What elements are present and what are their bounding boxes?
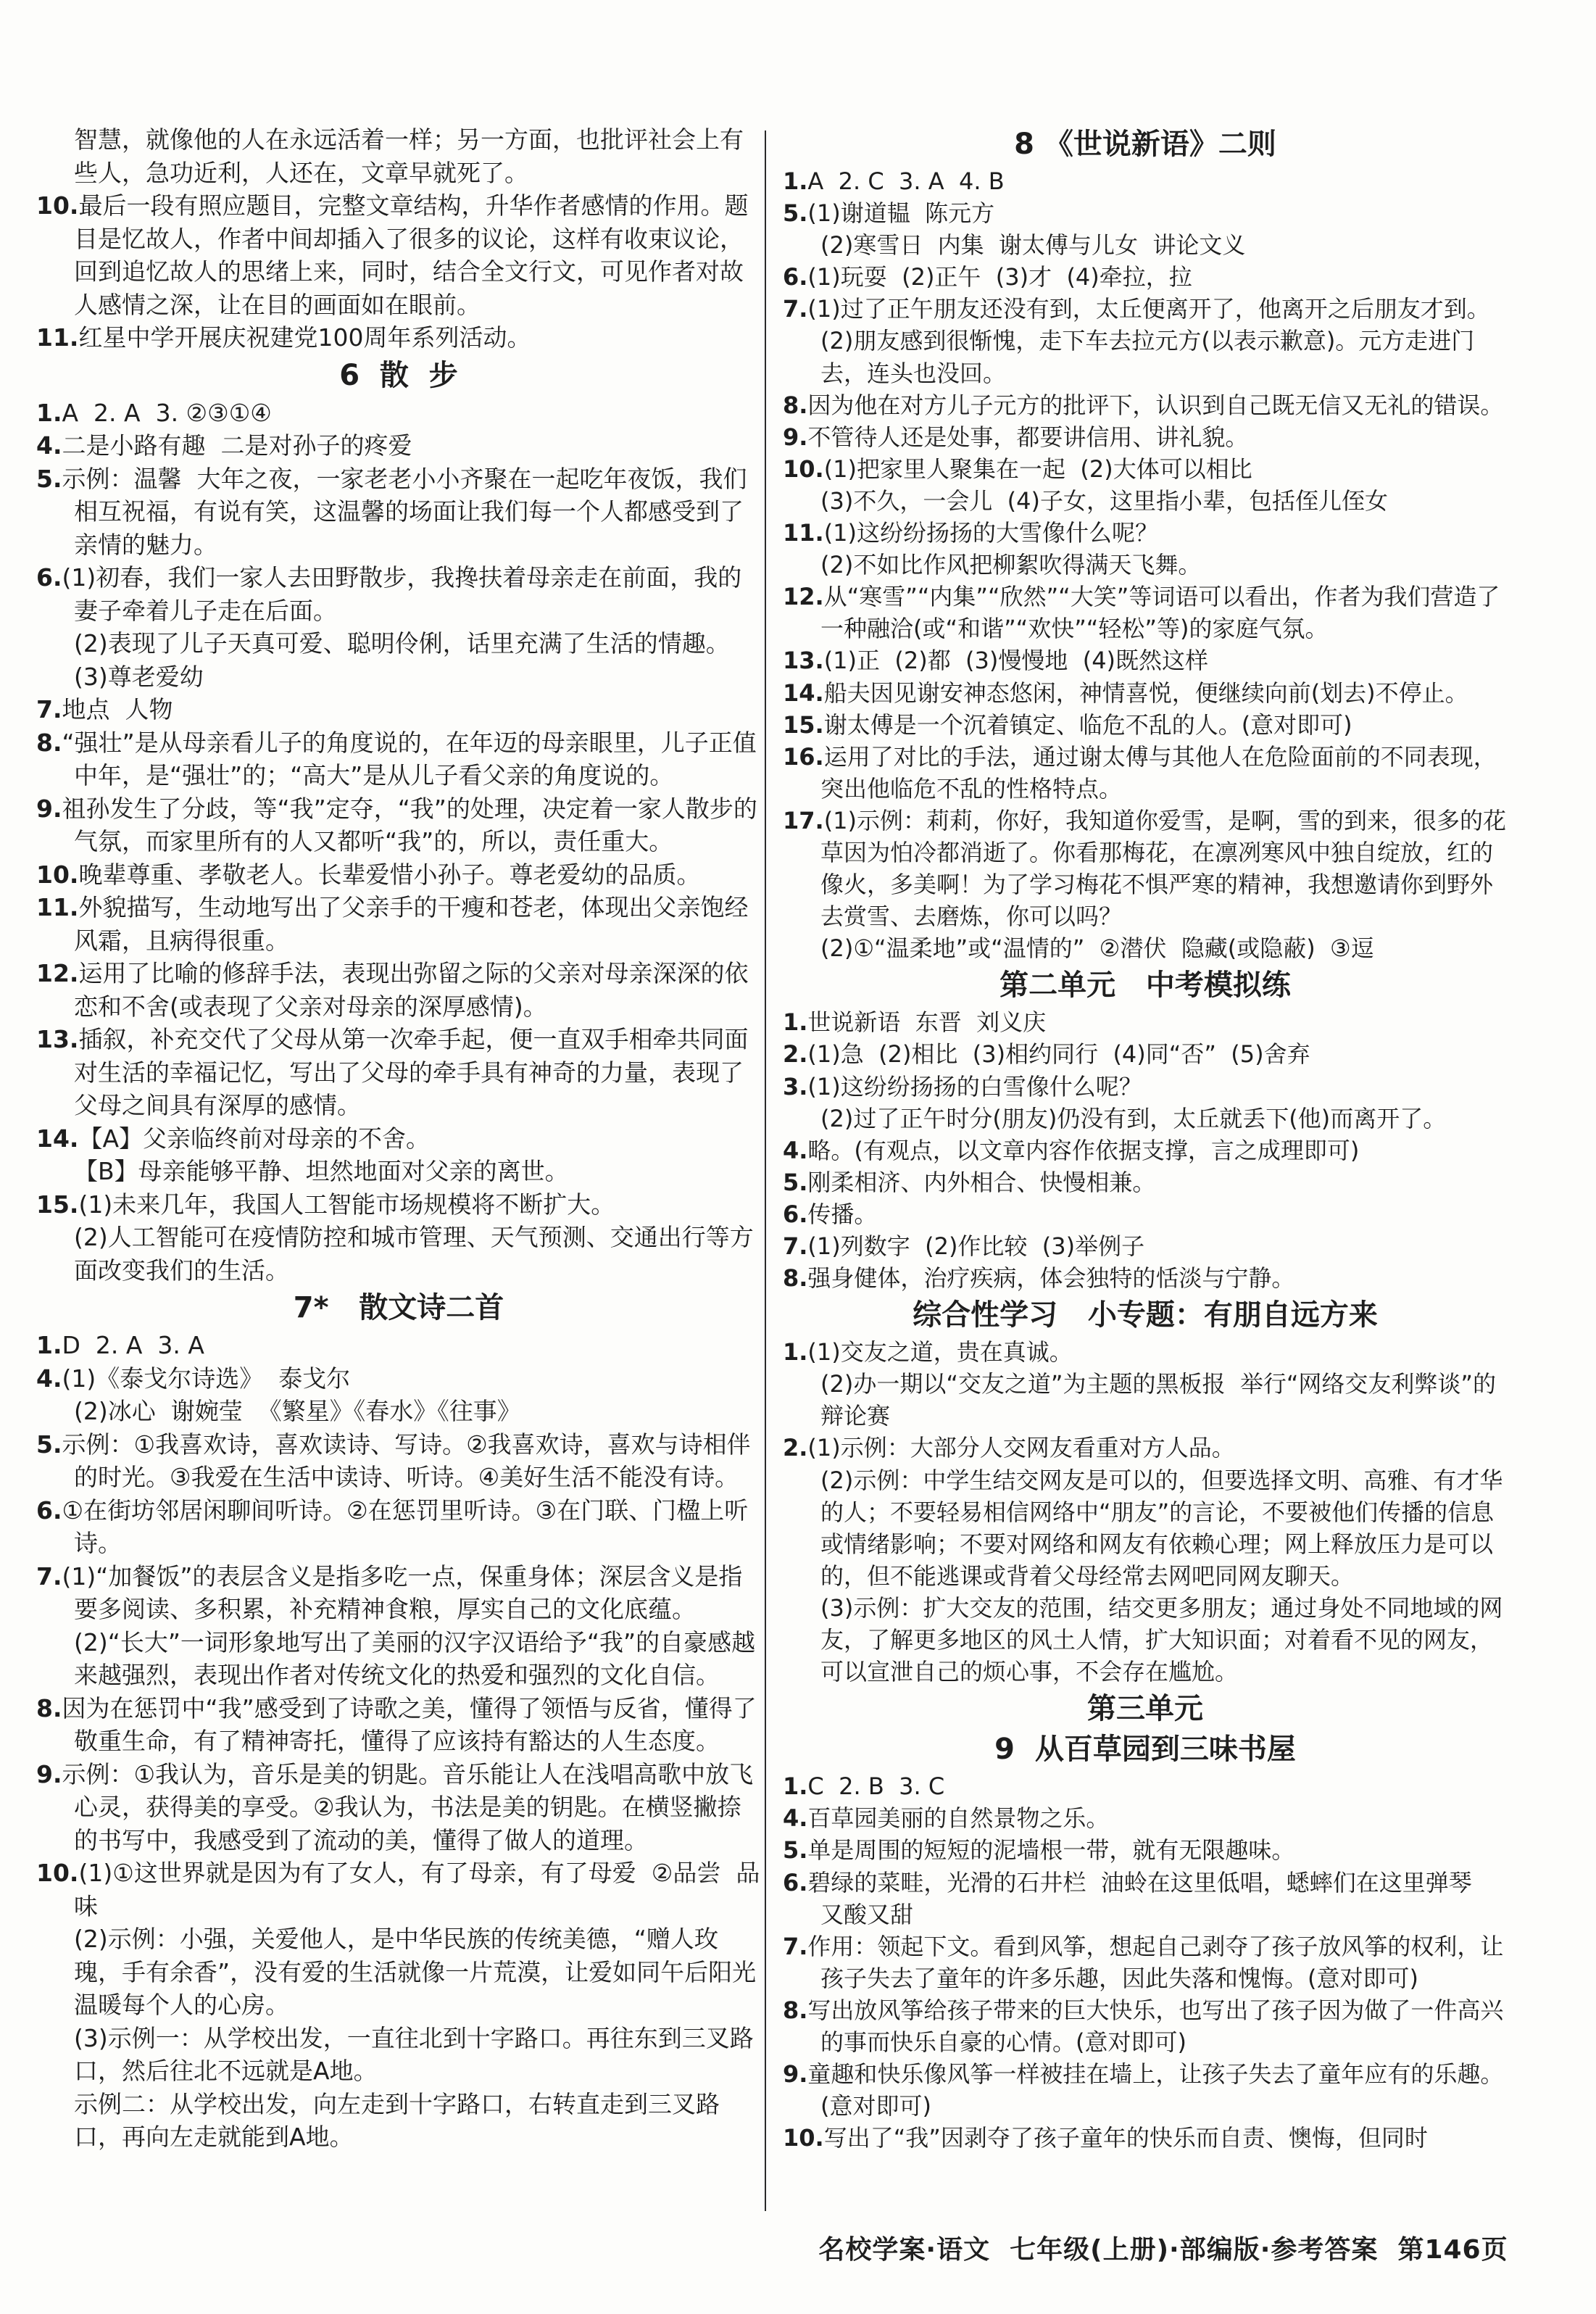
answer-item — [36, 1857, 761, 1923]
answer-text: 单是周围的短短的泥墙根一带，就有无限趣味。 — [807, 1836, 1295, 1865]
answer-text: (1)正 (2)都 (3)慢慢地 (4)既然这样 — [823, 647, 1209, 675]
answer-item — [783, 805, 1508, 932]
answer-item — [783, 1262, 1508, 1294]
answer-text: 写出放风筝给孩子带来的巨大快乐，也写出了孩子因为做了一件高兴的事而快乐自豪的心情。(意对即可) — [807, 1996, 1504, 2056]
answer-item — [783, 677, 1508, 709]
answer-text: 刚柔相济、内外相合、快慢相兼。 — [807, 1168, 1156, 1196]
answer-number: 4. — [36, 431, 62, 460]
answer-continuation: 智慧，就像他的人在永远活着一样；另一方面，也批评社会上有些人，急功近利，人还在，文章早就死了。 — [74, 125, 744, 187]
answer-number: 9. — [36, 794, 62, 823]
answer-continuation: (2)寒雪日 内集 谢太傅与儿女 讲论文义 — [820, 231, 1246, 260]
answer-item — [783, 1994, 1508, 2058]
answer-number: 2. — [783, 1040, 808, 1069]
answer-item — [783, 709, 1508, 741]
answer-number: 8. — [36, 1693, 62, 1722]
answer-continuation: (3)不久，一会儿 (4)子女，这里指小辈，包括侄儿侄女 — [820, 486, 1389, 515]
answer-number: 12. — [783, 583, 824, 611]
answer-number: 10. — [36, 191, 79, 220]
answer-item — [783, 644, 1508, 676]
answer-item — [783, 1867, 1508, 1931]
answer-item — [36, 1122, 761, 1156]
answer-item — [783, 421, 1508, 453]
answer-continuation: (2)示例：中学生结交网友是可以的，但要选择文明、高雅、有才华的人；不要轻易相信网络中“朋友”的言论，不要被他们传播的信息或情绪影响；不要对网络和网友有依赖心理；网上释放压力是可以的，但不能逃课或背着父母经常去网吧同网友聊天。 — [820, 1466, 1503, 1590]
answer-text: (1)列数字 (2)作比较 (3)举例子 — [807, 1232, 1145, 1260]
answer-text: (1)玩耍 (2)正午 (3)才 (4)牵拉，拉 — [807, 263, 1192, 291]
answer-item — [783, 1834, 1508, 1866]
answer-number: 4. — [36, 1364, 62, 1393]
answer-item — [783, 1432, 1508, 1464]
answer-item — [783, 1198, 1508, 1230]
answer-number: 6. — [36, 563, 62, 592]
answer-number: 10. — [783, 2124, 824, 2152]
answer-text: 二是小路有趣 二是对孙子的疼爱 — [62, 431, 412, 460]
answer-text: (1)谢道韫 陈元方 — [807, 199, 995, 228]
answer-text: (1)这纷纷扬扬的白雪像什么呢？ — [807, 1072, 1142, 1100]
answer-number: 1. — [783, 167, 808, 195]
answer-item — [36, 1758, 761, 1857]
answer-text: 船夫因见谢安神态悠闲，神情喜悦，便继续向前(划去)不停止。 — [823, 679, 1468, 707]
answer-text: (1)这纷纷扬扬的大雪像什么呢？ — [823, 519, 1159, 547]
answer-continuation: (3)示例：扩大交友的范围，结交更多朋友；通过身处不同地域的网友，了解更多地区的风土人情，扩大知识面；对着看不见的网友，可以宣泄自己的烦心事，不会存在尴尬。 — [820, 1593, 1503, 1686]
answer-item — [36, 957, 761, 1023]
answer-text: (1)过了正午朋友还没有到，太丘便离开了，他离开之后朋友才到。 — [807, 295, 1490, 323]
answer-item — [783, 261, 1508, 293]
answer-text: 外貌描写，生动地写出了父亲手的干瘦和苍老，体现出父亲饱经风霜，且病得很重。 — [74, 893, 749, 955]
answer-number: 6. — [36, 1496, 62, 1525]
answer-continuation: 示例二：从学校出发，向左走到十字路口，右转直走到三叉路口，再向左走就能到A地。 — [74, 2089, 720, 2151]
answer-number: 7. — [783, 295, 808, 323]
answer-number: 7. — [783, 1932, 808, 1960]
answer-text: (1)把家里人聚集在一起 (2)大体可以相比 — [823, 455, 1252, 483]
answer-item — [783, 741, 1508, 805]
answer-text: D 2. A 3. A — [62, 1331, 204, 1359]
answer-text: 略。(有观点，以文章内容作依据支撑，言之成理即可) — [807, 1136, 1360, 1164]
answer-number: 9. — [783, 2060, 808, 2089]
answer-text: 示例：①我喜欢诗，喜欢读诗、写诗。②我喜欢诗，喜欢与诗相伴的时光。③我爱在生活中读诗、听诗。④美好生活不能没有诗。 — [62, 1430, 751, 1491]
answer-item — [783, 1071, 1508, 1103]
answer-number: 9. — [783, 423, 808, 451]
answer-continuation: (2)“长大”一词形象地写出了美丽的汉字汉语给予“我”的自豪感越来越强烈，表现出作者对传统文化的热爱和强烈的文化自信。 — [74, 1627, 756, 1689]
section-title: 第三单元 — [1087, 1692, 1203, 1726]
answer-text: 碧绿的菜畦，光滑的石井栏 油蛉在这里低唱，蟋蟀们在这里弹琴 又酸又甜 — [807, 1868, 1487, 1928]
answer-text: 因为他在对方儿子元方的批评下，认识到自己既无信又无礼的错误。 — [807, 391, 1504, 419]
section-title: 第二单元 中考模拟练 — [999, 969, 1291, 1003]
answer-item — [783, 581, 1508, 644]
answer-continuation: (2)表现了儿子天真可爱、聪明伶俐，话里充满了生活的情趣。 — [74, 629, 730, 658]
answer-text: 谢太傅是一个沉着镇定、临危不乱的人。(意对即可) — [823, 710, 1352, 739]
answer-item — [36, 1188, 761, 1222]
answer-item — [783, 2122, 1508, 2154]
answer-number: 1. — [783, 1008, 808, 1037]
answer-number: 7. — [36, 695, 62, 723]
answer-item — [783, 1802, 1508, 1834]
answer-text: 最后一段有照应题目，完整文章结构，升华作者感情的作用。题目是忆故人，作者中间却插入了很多的议论，这样有收束议论，回到追忆故人的思绪上来，同时，结合全文行文，可见作者对故人感情之深，让在目的画面如在眼前。 — [74, 191, 749, 319]
answer-text: 示例：①我认为，音乐是美的钥匙。音乐能让人在浅唱高歌中放飞心灵，获得美的享受。②我认为，书法是美的钥匙。在横竖撇捺的书写中，我感受到了流动的美，懂得了做人的道理。 — [62, 1759, 754, 1854]
answer-item — [36, 1329, 761, 1362]
answer-text: (1)交友之道，贵在真诚。 — [807, 1338, 1073, 1367]
answer-item — [36, 1428, 761, 1494]
answer-number: 10. — [36, 1859, 79, 1887]
answer-number: 4. — [783, 1136, 808, 1164]
section-title: 7* 散文诗二首 — [293, 1291, 504, 1324]
answer-continuation: (2)朋友感到很惭愧，走下车去拉元方(以表示歉意)。元方走进门去，连头也没回。 — [820, 327, 1475, 387]
answer-item — [36, 397, 761, 430]
answer-item — [36, 1362, 761, 1396]
column-divider — [765, 130, 766, 2211]
answer-item — [783, 389, 1508, 421]
answer-item — [36, 429, 761, 463]
answer-item — [783, 1166, 1508, 1198]
answer-number: 5. — [783, 199, 808, 228]
answer-item — [36, 1023, 761, 1122]
page-footer: 名校学案·语文 七年级(上册)·部编版·参考答案 第146页 — [818, 2235, 1508, 2265]
answer-item — [783, 1336, 1508, 1368]
answer-text: 作用：领起下文。看到风筝，想起自己剥夺了孩子放风筝的权利，让孩子失去了童年的许多乐趣，因此失落和愧悔。(意对即可) — [807, 1932, 1504, 1992]
answer-text: 因为在惩罚中“我”感受到了诗歌之美，懂得了领悟与反省，懂得了敬重生命，有了精神寄托，懂得了应该持有豁达的人生态度。 — [62, 1693, 757, 1755]
answer-item — [36, 1692, 761, 1758]
answer-item — [36, 693, 761, 726]
answer-item — [783, 1770, 1508, 1802]
answer-text: A 2. A 3. ②③①④ — [62, 398, 272, 427]
answer-text: 童趣和快乐像风筝一样被挂在墙上，让孩子失去了童年应有的乐趣。(意对即可) — [807, 2060, 1504, 2120]
answer-continuation: (3)示例一：从学校出发，一直往北到十字路口。再往东到三叉路口，然后往北不远就是A地。 — [74, 2023, 754, 2085]
answer-continuation: (2)示例：小强，关爱他人，是中华民族的传统美德，“赠人玫瑰，手有余香”，没有爱的生活就像一片荒漠，让爱如同午后阳光温暖每个人的心房。 — [74, 1925, 757, 2019]
section-title: 6 散 步 — [339, 358, 458, 392]
answer-text: 祖孙发生了分歧，等“我”定夺，“我”的处理，决定着一家人散步的气氛，而家里所有的人又都听“我”的，所以，责任重大。 — [62, 794, 757, 855]
answer-number: 8. — [783, 391, 808, 419]
answer-number: 6. — [783, 1200, 808, 1228]
answer-number: 7. — [783, 1232, 808, 1260]
answer-text: A 2. C 3. A 4. B — [807, 167, 1005, 195]
answer-item — [36, 1494, 761, 1560]
answer-number: 7. — [36, 1562, 62, 1591]
answer-item — [783, 1230, 1508, 1262]
answer-number: 6. — [783, 263, 808, 291]
answer-number: 14. — [783, 679, 824, 707]
answer-number: 1. — [783, 1338, 808, 1367]
answer-number: 1. — [36, 398, 62, 427]
answer-item — [783, 1931, 1508, 1994]
answer-number: 5. — [783, 1836, 808, 1865]
answer-text: 从“寒雪”“内集”“欣然”“大笑”等词语可以看出，作者为我们营造了一种融洽(或“和谐”“欢快”“轻松”等)的家庭气氛。 — [820, 583, 1500, 643]
answer-text: (1)未来几年，我国人工智能市场规模将不断扩大。 — [78, 1190, 615, 1219]
section-title: 综合性学习 小专题：有朋自远方来 — [913, 1298, 1378, 1332]
answer-item — [36, 321, 761, 354]
answer-item — [36, 1560, 761, 1626]
answer-item — [783, 517, 1508, 549]
answer-item — [783, 2058, 1508, 2122]
answer-item — [36, 726, 761, 792]
answer-text: 地点 人物 — [62, 695, 173, 723]
answer-item — [783, 1038, 1508, 1070]
answer-text: 强身健体，治疗疾病，体会独特的恬淡与宁静。 — [807, 1264, 1295, 1293]
answer-number: 15. — [36, 1190, 79, 1219]
answer-text: 百草园美丽的自然景物之乐。 — [807, 1804, 1110, 1833]
answer-item — [783, 1006, 1508, 1038]
answer-number: 8. — [36, 728, 62, 757]
answer-number: 8. — [783, 1996, 808, 2024]
answer-item — [36, 561, 761, 627]
answer-text: “强壮”是从母亲看儿子的角度说的，在年迈的母亲眼里，儿子正值中年，是“强壮”的；“高大”是从儿子看父亲的角度说的。 — [62, 728, 757, 789]
answer-text: (1)示例：大部分人交网友看重对方人品。 — [807, 1434, 1235, 1462]
answer-number: 11. — [783, 519, 824, 547]
answer-continuation: (2)不如比作风把柳絮吹得满天飞舞。 — [820, 551, 1202, 579]
answer-number: 5. — [36, 464, 62, 493]
answer-continuation: (3)尊老爱幼 — [74, 662, 204, 691]
answer-number: 11. — [36, 893, 79, 921]
answer-number: 5. — [783, 1168, 808, 1196]
answer-text: 运用了比喻的修辞手法，表现出弥留之际的父亲对母亲深深的依恋和不舍(或表现了父亲对母亲的深厚感情)。 — [74, 959, 749, 1021]
answer-number: 14. — [36, 1124, 79, 1153]
answer-text: 世说新语 东晋 刘义庆 — [807, 1008, 1047, 1037]
answer-continuation: (2)办一期以“交友之道”为主题的黑板报 举行“网络交友利弊谈”的辩论赛 — [820, 1370, 1496, 1430]
answer-text: (1)初春，我们一家人去田野散步，我搀扶着母亲走在前面，我的妻子牵着儿子走在后面。 — [62, 563, 742, 625]
answer-text: ①在街坊邻居闲聊间听诗。②在惩罚里听诗。③在门联、门楹上听诗。 — [62, 1496, 749, 1557]
section-title: 9 从百草园到三味书屋 — [994, 1733, 1296, 1767]
left-column — [36, 123, 761, 2154]
answer-text: (1)“加餐饭”的表层含义是指多吃一点，保重身体；深层含义是指要多阅读、多积累，补充精神食粮，厚实自己的文化底蕴。 — [62, 1562, 743, 1623]
answer-item — [783, 197, 1508, 229]
answer-item — [36, 858, 761, 892]
answer-text: 插叙，补充交代了父母从第一次牵手起，便一直双手相牵共同面对生活的幸福记忆，写出了父母的牵手具有神奇的力量，表现了父母之间具有深厚的感情。 — [74, 1025, 749, 1119]
answer-item — [36, 189, 761, 321]
answer-number: 10. — [36, 860, 79, 889]
answer-continuation: (2)过了正午时分(朋友)仍没有到，太丘就丢下(他)而离开了。 — [820, 1104, 1447, 1132]
answer-item — [783, 453, 1508, 485]
answer-item — [783, 165, 1508, 197]
answer-text: 晚辈尊重、孝敬老人。长辈爱惜小孙子。尊老爱幼的品质。 — [78, 860, 701, 889]
answer-text: (1)①这世界就是因为有了女人，有了母亲，有了母爱 ②品尝 品味 — [74, 1859, 760, 1920]
answer-number: 6. — [783, 1868, 808, 1896]
answer-number: 5. — [36, 1430, 62, 1459]
answer-continuation: (2)人工智能可在疫情防控和城市管理、天气预测、交通出行等方面改变我们的生活。 — [74, 1223, 754, 1285]
answer-text: 红星中学开展庆祝建党100周年系列活动。 — [78, 323, 531, 352]
answer-text: 写出了“我”因剥夺了孩子童年的快乐而自责、懊悔，但同时 — [823, 2124, 1428, 2152]
answer-number: 1. — [36, 1331, 62, 1359]
answer-number: 16. — [783, 742, 824, 771]
answer-text: (1)示例：莉莉，你好，我知道你爱雪，是啊，雪的到来，很多的花草因为怕冷都消逝了。你看那梅花，在凛冽寒风中独自绽放，红的像火，多美啊！为了学习梅花不惧严寒的精神，我想邀请你到野外去赏雪、去磨炼，你可以吗？ — [820, 806, 1507, 931]
answer-number: 11. — [36, 323, 79, 352]
answer-text: (1)急 (2)相比 (3)相约同行 (4)同“否” (5)舍弃 — [807, 1040, 1310, 1069]
answer-continuation: (2)①“温柔地”或“温情的” ②潜伏 隐藏(或隐蔽) ③逗 — [820, 934, 1374, 963]
answer-number: 8. — [783, 1264, 808, 1293]
answer-number: 17. — [783, 806, 824, 834]
answer-continuation: (2)冰心 谢婉莹 《繁星》《春水》《往事》 — [74, 1397, 521, 1425]
section-title: 8 《世说新语》二则 — [1014, 128, 1276, 161]
answer-number: 3. — [783, 1072, 808, 1100]
answer-item — [783, 1135, 1508, 1166]
answer-number: 13. — [783, 647, 824, 675]
answer-text: 示例：温馨 大年之夜，一家老老小小齐聚在一起吃年夜饭，我们相互祝福，有说有笑，这温馨的场面让我们每一个人都感受到了亲情的魅力。 — [62, 464, 747, 559]
answer-text: 运用了对比的手法，通过谢太傅与其他人在危险面前的不同表现，突出他临危不乱的性格特点。 — [820, 742, 1497, 803]
answer-number: 4. — [783, 1804, 808, 1833]
answer-text: (1)《泰戈尔诗选》 泰戈尔 — [62, 1364, 351, 1393]
answer-text: 不管待人还是处事，都要讲信用、讲礼貌。 — [807, 423, 1249, 451]
answer-number: 9. — [36, 1759, 62, 1788]
answer-text: 传播。 — [807, 1200, 878, 1228]
answer-number: 15. — [783, 710, 824, 739]
answer-item — [36, 891, 761, 957]
answer-item — [783, 293, 1508, 325]
answer-number: 12. — [36, 959, 79, 987]
answer-text: 【A】父亲临终前对母亲的不舍。 — [78, 1124, 431, 1153]
answer-number: 13. — [36, 1025, 79, 1053]
answer-text: C 2. B 3. C — [807, 1772, 945, 1801]
answer-number: 2. — [783, 1434, 808, 1462]
answer-item — [36, 792, 761, 858]
answer-item — [36, 463, 761, 562]
answer-continuation: 【B】母亲能够平静、坦然地面对父亲的离世。 — [74, 1157, 569, 1185]
answer-number: 10. — [783, 455, 824, 483]
right-column — [783, 123, 1508, 2154]
answer-number: 1. — [783, 1772, 808, 1801]
